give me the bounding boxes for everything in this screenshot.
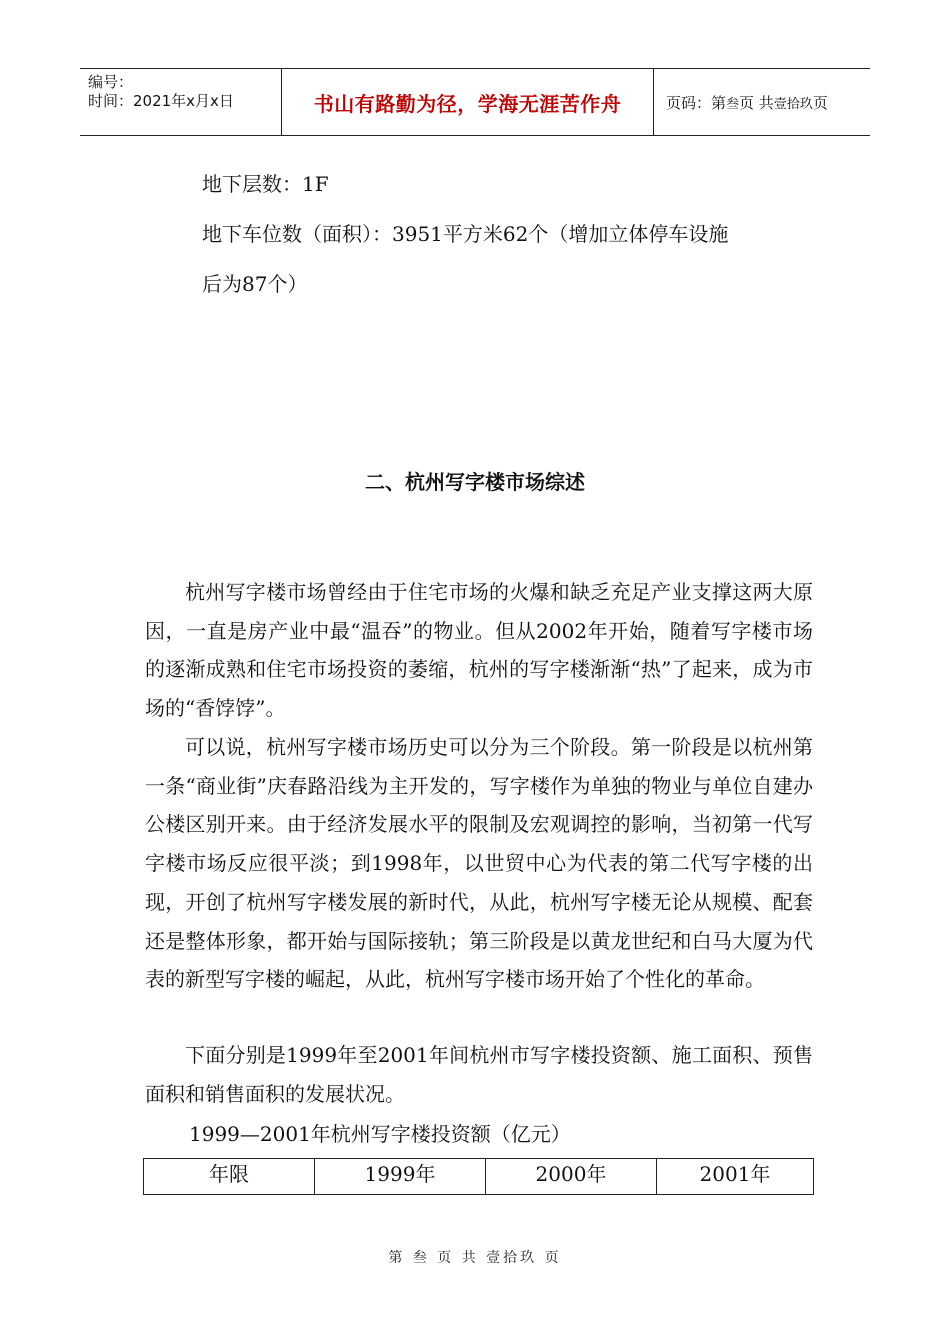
header-time: 时间：2021年x月x日 <box>88 92 234 110</box>
table-header-cell: 年限 <box>144 1159 315 1195</box>
spec-parking-line1: 地下车位数（面积）：3951平方米62个（增加立体停车设施 <box>202 222 729 246</box>
table-header-cell: 1999年 <box>315 1159 486 1195</box>
header-page-suffix: 页 <box>812 93 828 112</box>
spec-basement-floors: 地下层数：1F <box>202 172 329 196</box>
paragraph-intro: 杭州写字楼市场曾经由于住宅市场的火爆和缺乏充足产业支撑这两大原因，一直是房产业中最“温吞”的物业。但从2002年开始，随着写字楼市场的逐渐成熟和住宅市场投资的萎缩，杭州的写字楼渐渐“热”了起来，成为市场的“香饽饽”。 <box>145 580 813 721</box>
header-page-current: 叁 <box>726 96 740 112</box>
spec-parking-line2: 后为87个） <box>202 272 308 296</box>
header-page-total: 壹拾玖 <box>773 96 813 112</box>
header-page-mid: 页 共 <box>739 93 774 112</box>
page-footer: 第 叁 页 共 壹拾玖 页 <box>388 1250 562 1266</box>
paragraph-summary: 下面分别是1999年至2001年间杭州市写字楼投资额、施工面积、预售面积和销售面积的发展状况。 <box>145 1043 813 1106</box>
page-header <box>80 68 870 136</box>
header-page-info <box>654 69 870 135</box>
header-meta <box>80 69 282 135</box>
investment-table <box>143 1158 814 1195</box>
table-header-row <box>144 1159 814 1195</box>
header-page-prefix: 页码：第 <box>666 93 727 112</box>
table-header-cell: 2001年 <box>657 1159 814 1195</box>
paragraph-stages: 可以说，杭州写字楼市场历史可以分为三个阶段。第一阶段是以杭州第一条“商业街”庆春路沿线为主开发的，写字楼作为单独的物业与单位自建办公楼区别开来。由于经济发展水平的限制及宏观调控的影响，当初第一代写字楼市场反应很平淡；到1998年，以世贸中心为代表的第二代写字楼的出现，开创了杭州写字楼发展的新时代，从此，杭州写字楼无论从规模、配套还是整体形象，都开始与国际接轨；第三阶段是以黄龙世纪和白马大厦为代表的新型写字楼的崛起，从此，杭州写字楼市场开始了个性化的革命。 <box>145 735 813 992</box>
table-header-cell: 2000年 <box>486 1159 657 1195</box>
header-code: 编号： <box>88 73 134 91</box>
section-title: 二、杭州写字楼市场综述 <box>365 470 585 494</box>
table-caption: 1999—2001年杭州写字楼投资额（亿元） <box>189 1122 571 1146</box>
header-motto: 书山有路勤为径，学海无涯苦作舟 <box>282 69 654 135</box>
